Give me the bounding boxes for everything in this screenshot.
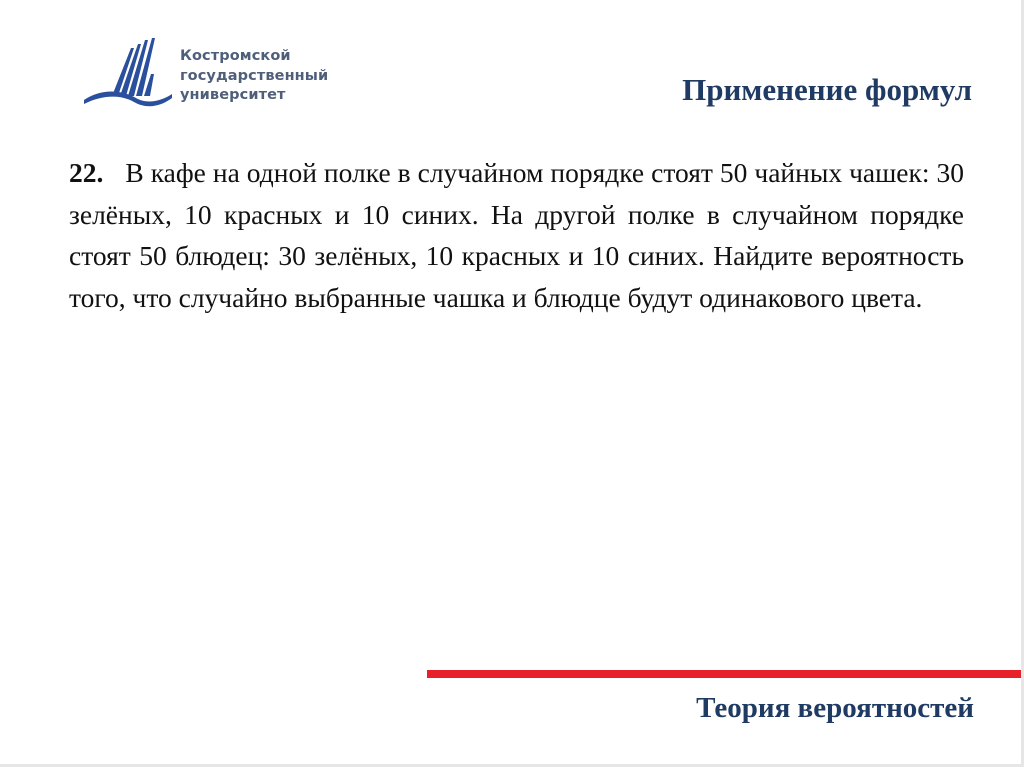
logo-line: Костромской bbox=[180, 48, 291, 64]
problem-text: В кафе на одной полке в случайном порядке стоят 50 чайных чашек: 30 зелёных, 10 красных и 10 синих. На другой полке в случайном порядке стоят 50 блюдец: 30 зелёных, 10 красных и 10 синих. Найдите вероятность того, что случайно выбранные чашка и блюдце будут одинакового цвета. bbox=[69, 157, 964, 313]
problem-statement bbox=[69, 152, 964, 318]
university-logo bbox=[82, 34, 352, 114]
accent-bar bbox=[427, 670, 1024, 678]
problem-number: 22. bbox=[69, 157, 104, 188]
logo-line: университет bbox=[180, 87, 286, 103]
logo-text bbox=[180, 47, 328, 106]
footer-subject: Теория вероятностей bbox=[696, 692, 974, 724]
slide-title: Применение формул bbox=[682, 72, 972, 107]
logo-line: государственный bbox=[180, 67, 329, 84]
kgu-logo-icon bbox=[82, 34, 174, 114]
